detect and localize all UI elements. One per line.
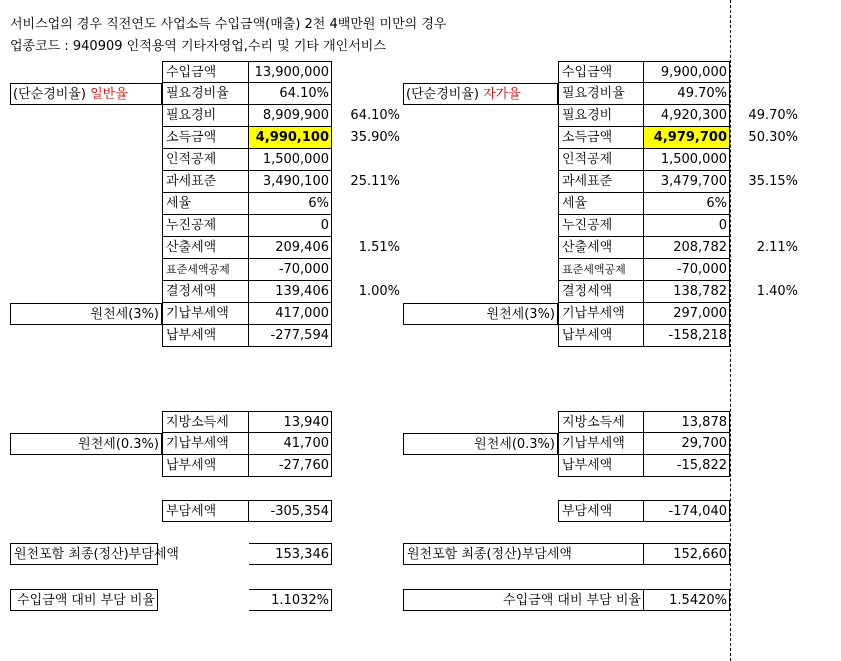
row-pct-determined_tax: 1.00% <box>358 284 400 299</box>
local-value-local_income_tax[interactable]: 13,940 <box>249 411 332 433</box>
row-value-income[interactable]: 4,990,100 <box>249 127 332 149</box>
local-value-payable[interactable]: -27,760 <box>249 455 332 477</box>
final-burden-value[interactable]: 153,346 <box>249 543 332 565</box>
row-value-progressive_deduction[interactable]: 0 <box>249 215 332 237</box>
row-value-expense[interactable]: 4,920,300 <box>644 105 730 127</box>
local-value-prepaid[interactable]: 29,700 <box>644 433 730 455</box>
burden-ratio-value[interactable]: 1.1032% <box>249 589 332 611</box>
header-line-2: 업종코드 : 940909 인적용역 기타자영업,수리 및 기타 개인서비스 <box>10 39 386 54</box>
burden-ratio-label: 수입금액 대비 부담 비율 <box>403 589 644 611</box>
row-label-tax_base: 과세표준 <box>558 171 644 193</box>
row-label-expense: 필요경비 <box>558 105 644 127</box>
row-value-income[interactable]: 4,979,700 <box>644 127 730 149</box>
burden-value[interactable]: -174,040 <box>644 500 730 522</box>
row-pct-tax_base: 35.15% <box>748 174 798 189</box>
local-value-prepaid[interactable]: 41,700 <box>249 433 332 455</box>
row-label-revenue: 수입금액 <box>162 61 249 83</box>
row-label-progressive_deduction: 누진공제 <box>162 215 249 237</box>
row-value-payable_tax[interactable]: -158,218 <box>644 325 730 347</box>
local-label-prepaid: 기납부세액 <box>162 433 249 455</box>
row-value-prepaid_tax[interactable]: 297,000 <box>644 303 730 325</box>
row-value-standard_credit[interactable]: -70,000 <box>644 259 730 281</box>
row-label-income: 소득금액 <box>558 127 644 149</box>
rate-type-label <box>403 83 558 105</box>
withholding-label: 원천세(3%) <box>403 303 558 325</box>
row-value-payable_tax[interactable]: -277,594 <box>249 325 332 347</box>
row-label-prepaid_tax: 기납부세액 <box>558 303 644 325</box>
row-label-payable_tax: 납부세액 <box>162 325 249 347</box>
row-pct-income: 50.30% <box>748 130 798 145</box>
row-label-progressive_deduction: 누진공제 <box>558 215 644 237</box>
rate-type-prefix: (단순경비율) <box>13 87 86 102</box>
local-label-payable: 납부세액 <box>162 455 249 477</box>
row-label-standard_credit: 표준세액공제 <box>558 259 644 281</box>
row-label-payable_tax: 납부세액 <box>558 325 644 347</box>
row-value-determined_tax[interactable]: 138,782 <box>644 281 730 303</box>
row-label-prepaid_tax: 기납부세액 <box>162 303 249 325</box>
row-pct-expense: 64.10% <box>350 108 400 123</box>
rate-type-name: 일반율 <box>90 87 128 102</box>
row-value-tax_base[interactable]: 3,490,100 <box>249 171 332 193</box>
row-label-tax_rate: 세율 <box>558 193 644 215</box>
row-value-tax_base[interactable]: 3,479,700 <box>644 171 730 193</box>
rate-type-name: 자가율 <box>483 87 521 102</box>
row-value-revenue[interactable]: 13,900,000 <box>249 61 332 83</box>
burden-label: 부담세액 <box>162 500 249 522</box>
rate-type-label <box>10 83 162 105</box>
row-label-personal_deduction: 인적공제 <box>162 149 249 171</box>
row-label-personal_deduction: 인적공제 <box>558 149 644 171</box>
row-value-tax_rate[interactable]: 6% <box>644 193 730 215</box>
row-pct-expense: 49.70% <box>748 108 798 123</box>
row-label-expense_rate: 필요경비율 <box>558 83 644 105</box>
local-withholding-label: 원천세(0.3%) <box>10 433 162 455</box>
row-pct-income: 35.90% <box>350 130 400 145</box>
row-value-prepaid_tax[interactable]: 417,000 <box>249 303 332 325</box>
row-value-revenue[interactable]: 9,900,000 <box>644 61 730 83</box>
row-label-tax_base: 과세표준 <box>162 171 249 193</box>
row-label-standard_credit: 표준세액공제 <box>162 259 249 281</box>
local-label-local_income_tax: 지방소득세 <box>162 411 249 433</box>
final-burden-label: 원천포함 최종(정산)부담세액 <box>10 543 158 565</box>
row-label-tax_rate: 세율 <box>162 193 249 215</box>
burden-ratio-label: 수입금액 대비 부담 비율 <box>10 589 158 611</box>
header-line-1: 서비스업의 경우 직전연도 사업소득 수입금액(매출) 2천 4백만원 미만의 경우 <box>10 17 447 32</box>
row-value-personal_deduction[interactable]: 1,500,000 <box>249 149 332 171</box>
row-pct-calculated_tax: 2.11% <box>756 240 798 255</box>
withholding-label: 원천세(3%) <box>10 303 162 325</box>
row-label-income: 소득금액 <box>162 127 249 149</box>
burden-label: 부담세액 <box>558 500 644 522</box>
row-label-calculated_tax: 산출세액 <box>558 237 644 259</box>
final-burden-value[interactable]: 152,660 <box>644 543 730 565</box>
row-label-determined_tax: 결정세액 <box>162 281 249 303</box>
row-value-calculated_tax[interactable]: 208,782 <box>644 237 730 259</box>
row-pct-calculated_tax: 1.51% <box>358 240 400 255</box>
row-value-standard_credit[interactable]: -70,000 <box>249 259 332 281</box>
row-value-expense_rate[interactable]: 49.70% <box>644 83 730 105</box>
row-value-calculated_tax[interactable]: 209,406 <box>249 237 332 259</box>
row-label-expense_rate: 필요경비율 <box>162 83 249 105</box>
rate-type-prefix: (단순경비율) <box>406 87 479 102</box>
row-value-tax_rate[interactable]: 6% <box>249 193 332 215</box>
local-value-payable[interactable]: -15,822 <box>644 455 730 477</box>
local-value-local_income_tax[interactable]: 13,878 <box>644 411 730 433</box>
row-value-expense[interactable]: 8,909,900 <box>249 105 332 127</box>
burden-ratio-value[interactable]: 1.5420% <box>644 589 730 611</box>
burden-value[interactable]: -305,354 <box>249 500 332 522</box>
row-value-progressive_deduction[interactable]: 0 <box>644 215 730 237</box>
final-burden-label: 원천포함 최종(정산)부담세액 <box>403 543 644 565</box>
row-label-calculated_tax: 산출세액 <box>162 237 249 259</box>
row-value-personal_deduction[interactable]: 1,500,000 <box>644 149 730 171</box>
page-break-line <box>730 0 731 661</box>
row-label-determined_tax: 결정세액 <box>558 281 644 303</box>
row-value-determined_tax[interactable]: 139,406 <box>249 281 332 303</box>
local-label-payable: 납부세액 <box>558 455 644 477</box>
row-value-expense_rate[interactable]: 64.10% <box>249 83 332 105</box>
local-withholding-label: 원천세(0.3%) <box>403 433 558 455</box>
row-pct-determined_tax: 1.40% <box>756 284 798 299</box>
local-label-local_income_tax: 지방소득세 <box>558 411 644 433</box>
row-label-revenue: 수입금액 <box>558 61 644 83</box>
local-label-prepaid: 기납부세액 <box>558 433 644 455</box>
row-label-expense: 필요경비 <box>162 105 249 127</box>
row-pct-tax_base: 25.11% <box>350 174 400 189</box>
